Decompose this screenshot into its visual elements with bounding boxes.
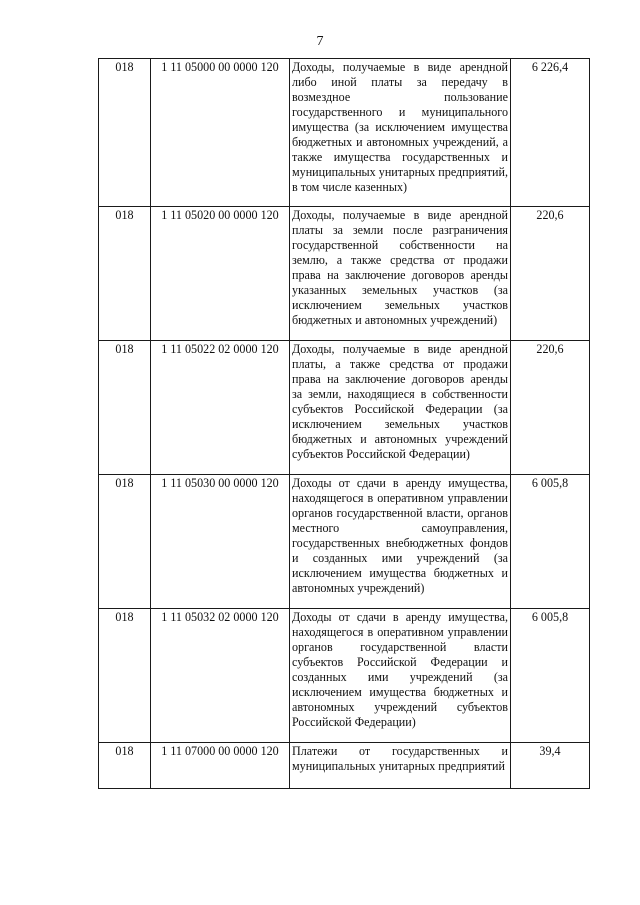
admin-code-cell: 018 [99,59,151,207]
table-row [99,207,590,341]
revenue-name-cell: Платежи от государственных и муниципальных унитарных предприятий [290,743,511,789]
admin-code-cell: 018 [99,207,151,341]
revenue-name-cell: Доходы, получаемые в виде арендной платы, а также средства от продажи права на заключение договоров аренды за земли, находящиеся в собственности субъектов Российской Федерации (за исключением земельных участков бюджетных и автономных учреждений субъектов Российской Федерации) [290,341,511,475]
amount-cell: 220,6 [511,341,590,475]
admin-code-cell: 018 [99,475,151,609]
table-row [99,475,590,609]
page-number: 7 [316,34,324,49]
amount-cell: 220,6 [511,207,590,341]
table-row [99,609,590,743]
revenue-name-cell: Доходы от сдачи в аренду имущества, находящегося в оперативном управлении органов государственной власти, органов местного самоуправления, государственных внебюджетных фондов и созданных ими учреждений (за исключением имущества бюджетных и автономных учреждений) [290,475,511,609]
table-row [99,59,590,207]
table-row [99,341,590,475]
budget-classification-code-cell: 1 11 07000 00 0000 120 [151,743,290,789]
revenue-name-cell: Доходы, получаемые в виде арендной платы за земли после разграничения государственной собственности на землю, а также средства от продажи права на заключение договоров аренды указанных земельных участков (за исключением земельных участков бюджетных и автономных учреждений) [290,207,511,341]
table-row [99,743,590,789]
admin-code-cell: 018 [99,341,151,475]
admin-code-cell: 018 [99,743,151,789]
amount-cell: 6 005,8 [511,475,590,609]
revenue-name-cell: Доходы, получаемые в виде арендной либо иной платы за передачу в возмездное пользование государственного и муниципального имущества (за исключением имущества бюджетных и автономных учреждений, а также имущества государственных и муниципальных унитарных предприятий, в том числе казенных) [290,59,511,207]
admin-code-cell: 018 [99,609,151,743]
budget-classification-code-cell: 1 11 05022 02 0000 120 [151,341,290,475]
amount-cell: 6 005,8 [511,609,590,743]
budget-classification-code-cell: 1 11 05030 00 0000 120 [151,475,290,609]
amount-cell: 39,4 [511,743,590,789]
revenue-name-cell: Доходы от сдачи в аренду имущества, находящегося в оперативном управлении органов государственной власти субъектов Российской Федерации и созданных ими учреждений (за исключением имущества бюджетных и автономных учреждений субъектов Российской Федерации) [290,609,511,743]
amount-cell: 6 226,4 [511,59,590,207]
budget-classification-code-cell: 1 11 05032 02 0000 120 [151,609,290,743]
budget-classification-code-cell: 1 11 05020 00 0000 120 [151,207,290,341]
budget-classification-code-cell: 1 11 05000 00 0000 120 [151,59,290,207]
revenue-table [98,58,590,789]
